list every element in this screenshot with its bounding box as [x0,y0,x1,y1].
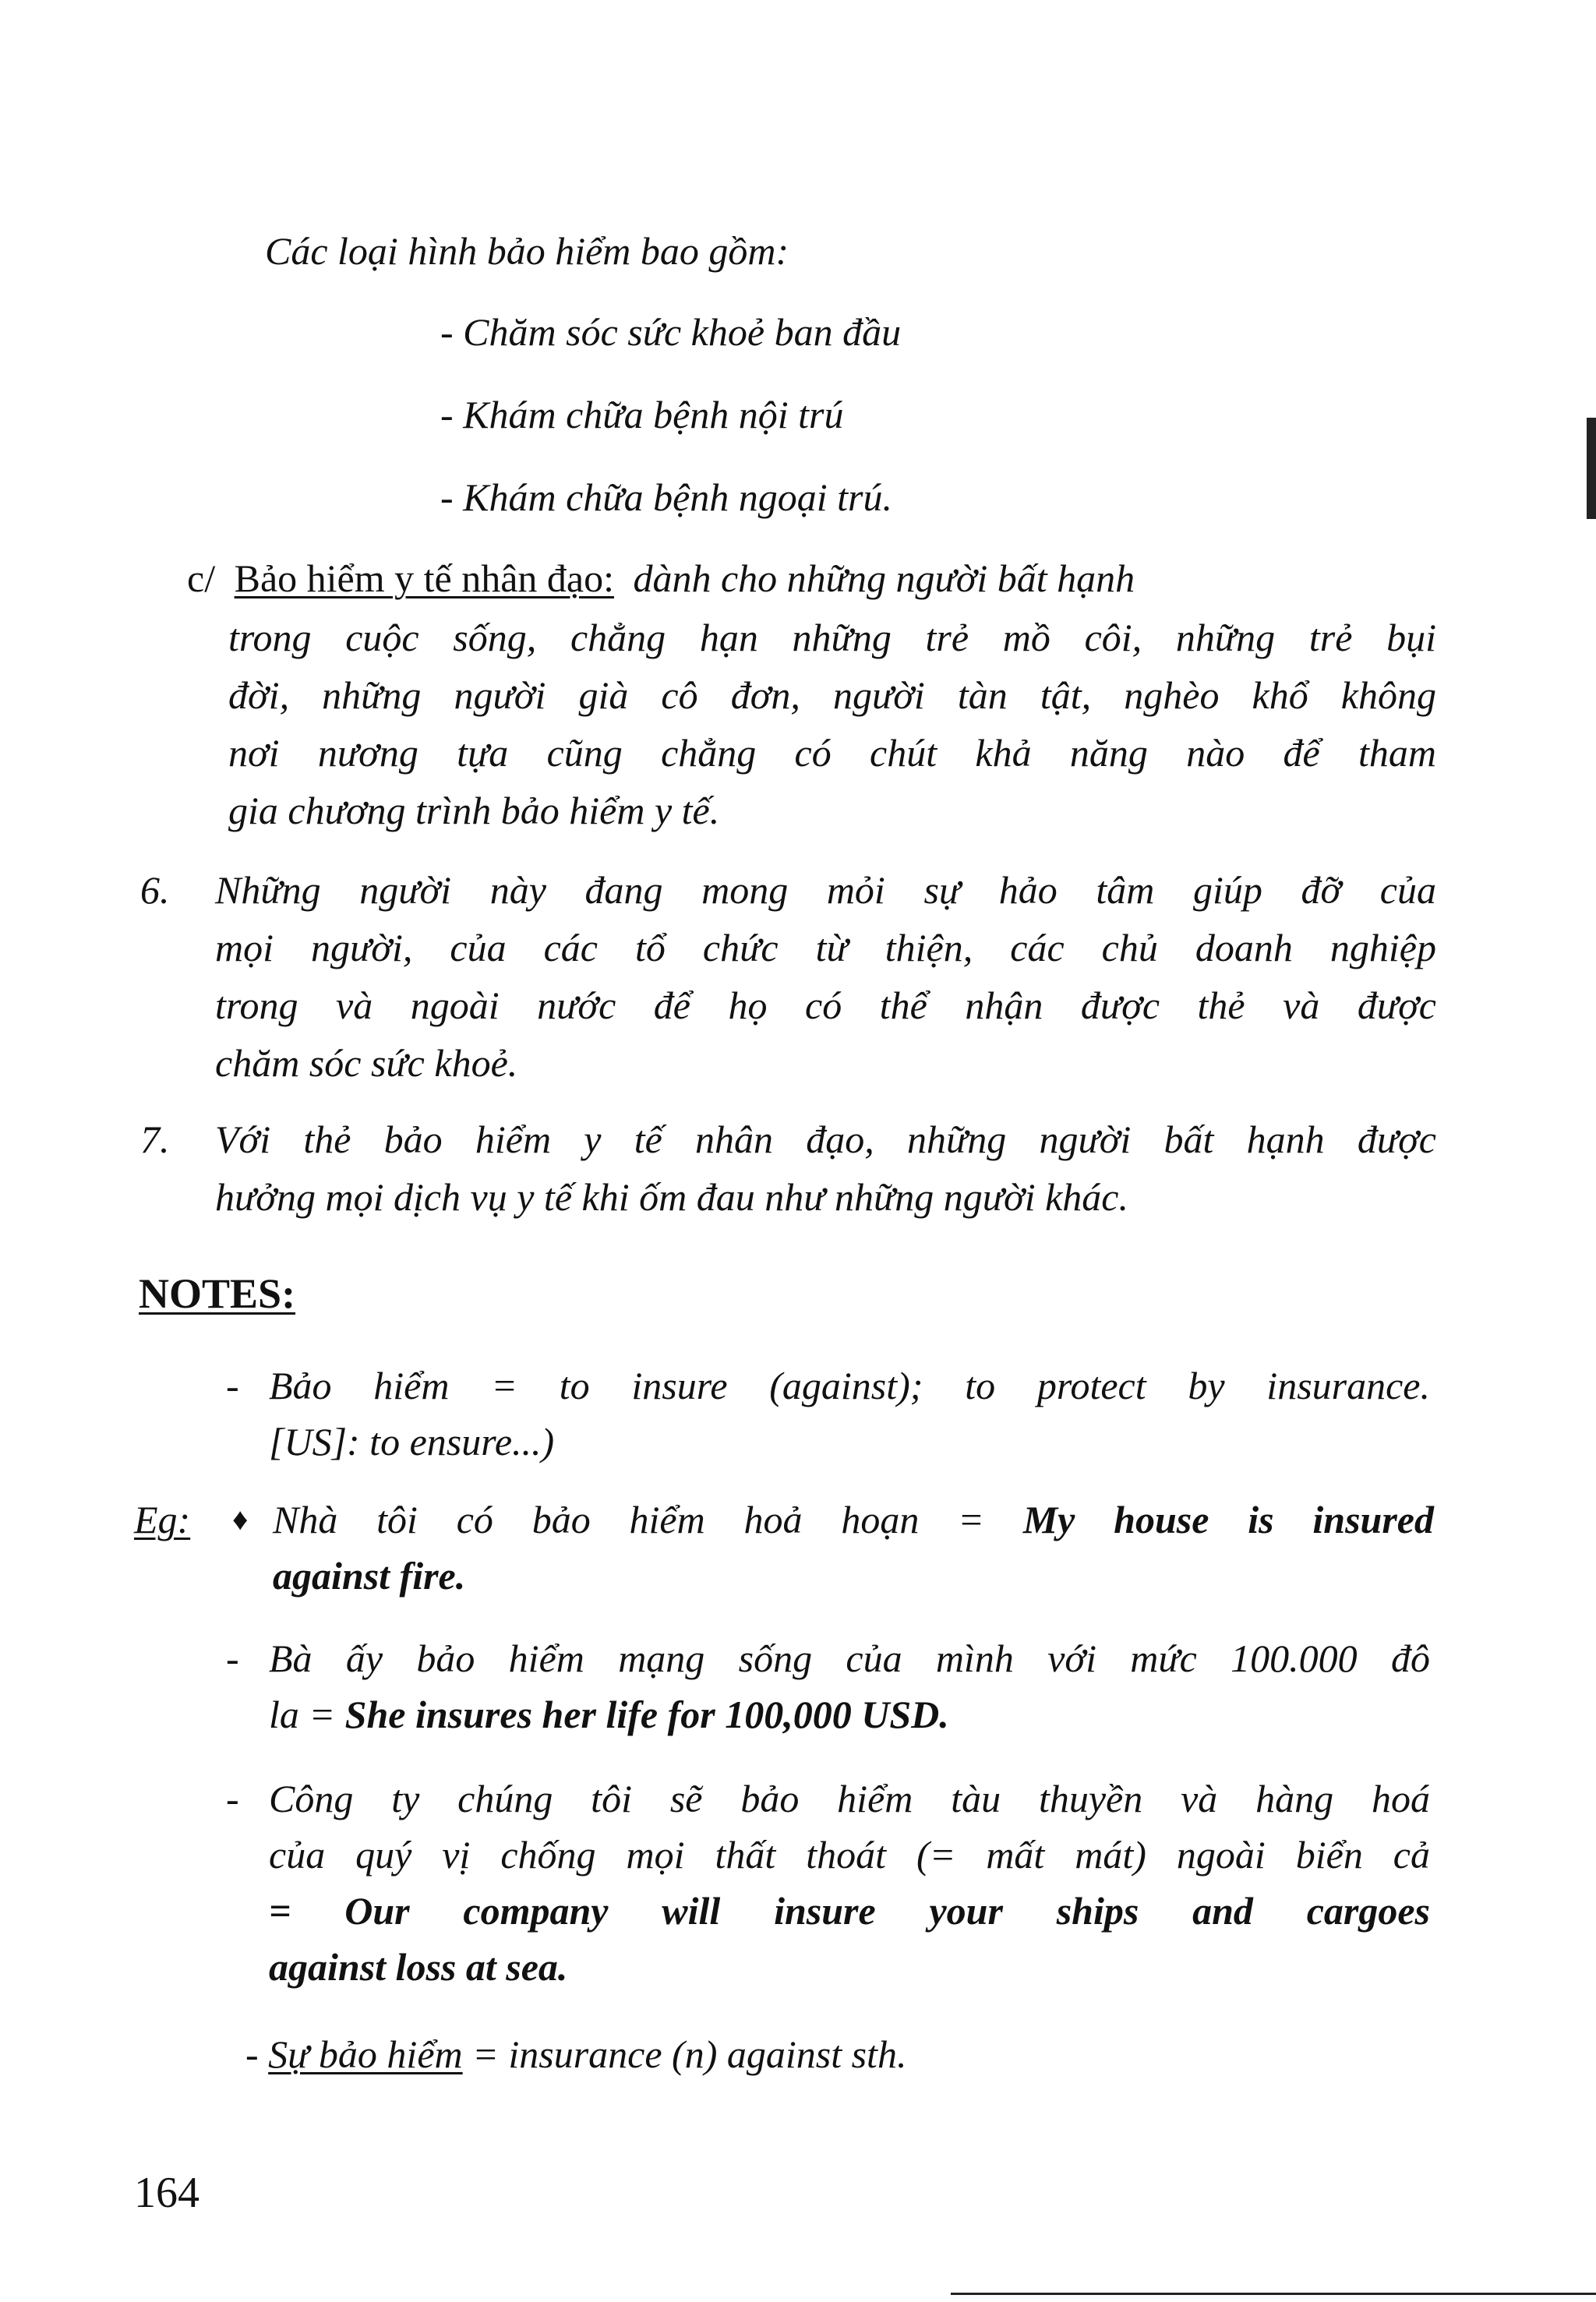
scan-edge-mark [1587,418,1596,519]
example-label: Eg: [134,1498,191,1541]
intro-line: Các loại hình bảo hiểm bao gồm: [265,229,789,273]
example-en: My house is insured [1022,1498,1434,1541]
example-line: Công ty chúng tôi sẽ bảo hiểm tàu thuyền và hàng hoá [269,1777,1430,1820]
item-text-line: Những người này đang mong mỏi sự hảo tâm giúp đỡ của [215,868,1436,912]
diamond-bullet-icon: ♦ [232,1502,249,1537]
item-text-line: chăm sóc sức khoẻ. [215,1041,518,1085]
example-line: của quý vị chống mọi thất thoát (= mất mát) ngoài biển cả [269,1833,1430,1877]
section-c-first-line [187,555,1434,602]
item-text-line: hưởng mọi dịch vụ y tế khi ốm đau như những người khác. [215,1175,1128,1219]
example-en-line: against fire. [273,1554,466,1598]
note-text-line: [US]: to ensure...) [269,1420,555,1463]
type-item: - Khám chữa bệnh nội trú [440,393,844,436]
section-c-heading: Bảo hiểm y tế nhân đạo: [234,556,614,600]
section-c-text-line: gia chương trình bảo hiểm y tế. [228,789,720,832]
page-number: 164 [134,2169,200,2217]
example-vi: la = [269,1693,345,1736]
example-line [273,1496,1434,1543]
type-item: - Chăm sóc sức khoẻ ban đầu [440,310,902,354]
section-c-text-line: trong cuộc sống, chẳng hạn những trẻ mồ côi, những trẻ bụi [228,616,1436,659]
note-bullet: - [226,1636,239,1680]
item-text-line: Với thẻ bảo hiểm y tế nhân đạo, những người bất hạnh được [215,1117,1436,1161]
type-item: - Khám chữa bệnh ngoại trú. [440,475,893,519]
example-vi: Nhà tôi có bảo hiểm hoả hoạn = [273,1498,1023,1541]
example-en-line: against loss at sea. [269,1945,568,1989]
last-note-line [245,2031,906,2078]
section-c-marker: c/ [187,556,216,600]
note-bullet: - [226,1364,239,1407]
last-note-term: Sự bảo hiểm [268,2032,463,2076]
example-line: Bà ấy bảo hiểm mạng sống của mình với mức 100.000 đô [269,1636,1430,1680]
item-number: 6. [140,868,170,912]
note-bullet: - [226,1777,239,1820]
example-en: She insures her life for 100,000 USD. [344,1693,949,1736]
note-text-line: Bảo hiểm = to insure (against); to protect by insurance. [269,1364,1430,1407]
scan-edge-mark [951,2293,1596,2295]
item-text-line: trong và ngoài nước để họ có thể nhận được thẻ và được [215,983,1436,1027]
section-c-text: dành cho những người bất hạnh [633,556,1135,600]
example-en-line: = Our company will insure your ships and cargoes [269,1889,1430,1933]
last-note-text: = insurance (n) against sth. [462,2032,907,2076]
item-text-line: mọi người, của các tổ chức từ thiện, các chủ doanh nghiệp [215,926,1436,969]
section-c-text-line: đời, những người già cô đơn, người tàn tật, nghèo khổ không [228,673,1436,717]
notes-heading: NOTES: [139,1270,296,1317]
item-number: 7. [140,1117,170,1161]
note-bullet: - [245,2032,269,2076]
section-c-text-line: nơi nương tựa cũng chẳng có chút khả năng nào để tham [228,731,1436,775]
example-line [269,1691,949,1738]
